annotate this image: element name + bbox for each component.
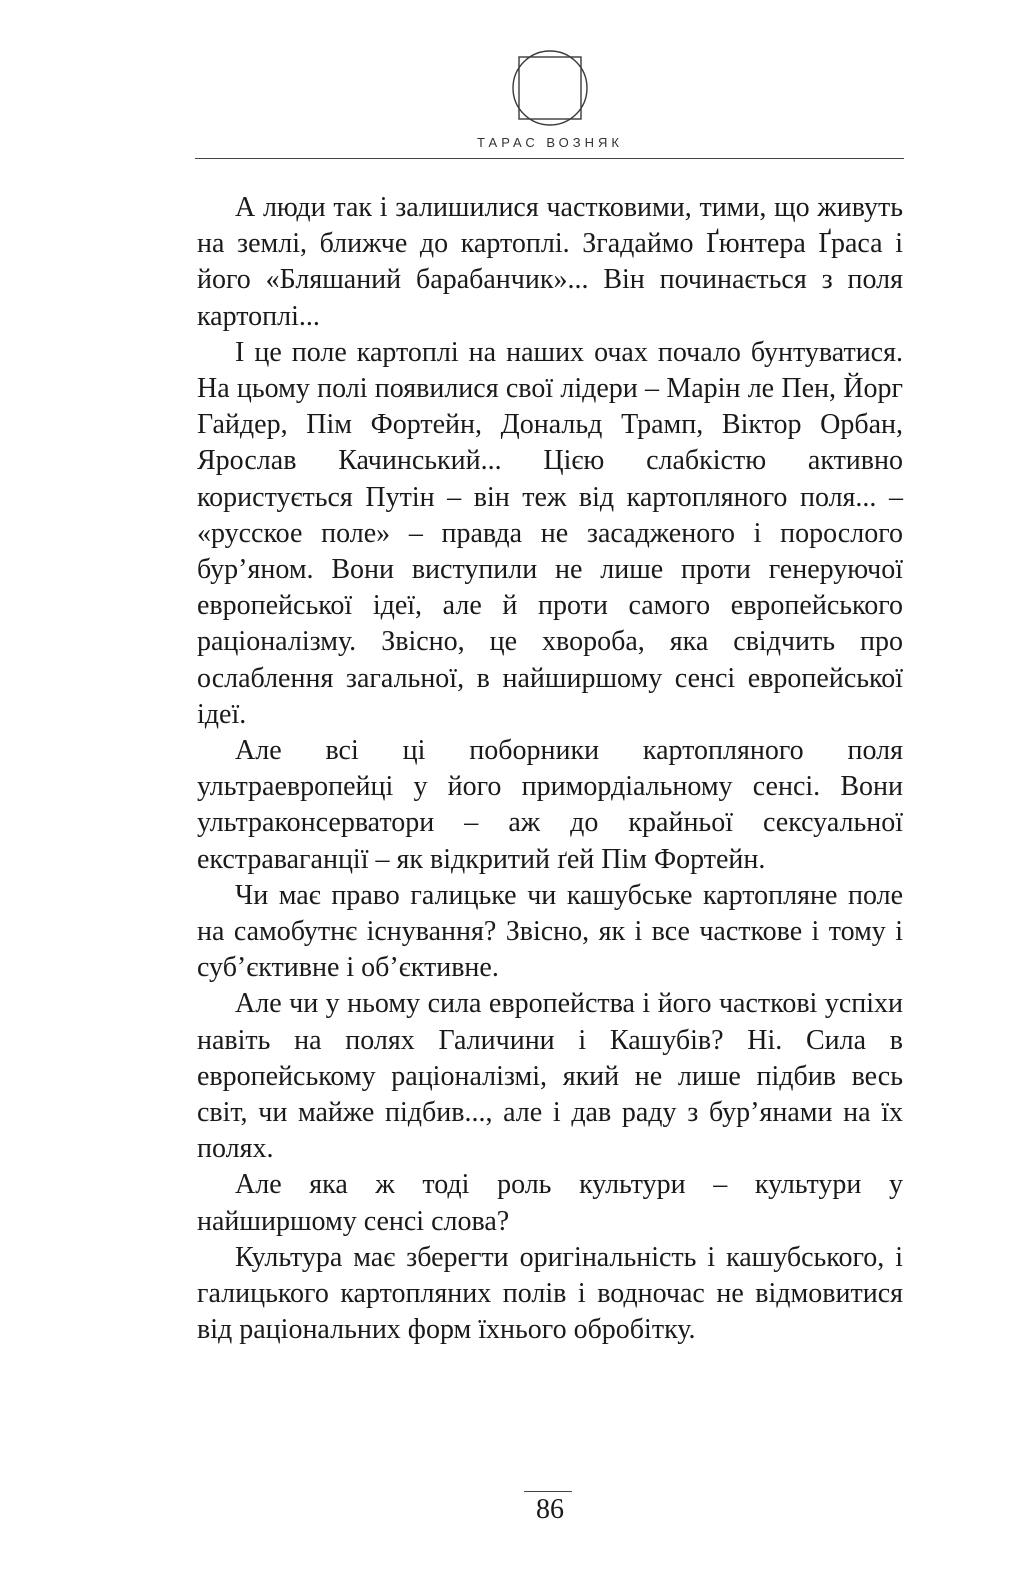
page-number-rule: [524, 1491, 572, 1492]
paragraph-7: Культура має зберегти оригінальність і кашубського, і галицького картопляних полів і водночас не відмовитися від раціональних форм їхнього обробітку.: [197, 1241, 903, 1346]
paragraph-1: А люди так і залишилися частковими, тими, що живуть на землі, ближче до картоплі. Згадаймо Ґюнтера Ґраса і його «Бляшаний барабанчик»... Він починається з поля картоплі...: [197, 192, 903, 332]
paragraph-6: Але яка ж тоді роль культури – культури у найширшому сенсі слова?: [197, 1169, 903, 1237]
paragraph-2: І це поле картоплі на наших очах почало бунтуватися. На цьому полі появилися свої лідери – Марін ле Пен, Йорг Гайдер, Пім Фортейн, Дональд Трамп, Віктор Орбан, Ярослав Качинський... Цією слабкістю активно користується Путін – він теж від картопляного поля... – «русское поле» – правда не засадженого і порослого бур’яном. Вони виступили не лише проти генеруючої европейської ідеї, але й проти самого европейського раціоналізму. Звісно, це хвороба, яка свідчить про ослаблення загальної, в найширшому сенсі европейської ідеї.: [197, 336, 903, 730]
running-head-author: ТАРАС ВОЗНЯК: [477, 135, 623, 150]
paragraph-3: Але всі ці поборники картопляного поля ультраевропейці у його примордіальному сенсі. Вони ультраконсерватори – аж до крайньої сексуальної екстраваганції – як відкритий ґей Пім Фортейн.: [197, 735, 903, 875]
publisher-logo-icon: [510, 48, 590, 128]
header-rule: [195, 158, 904, 159]
page-number: 86: [536, 1494, 564, 1525]
paragraph-4: Чи має право галицьке чи кашубське картопляне поле на самобутнє існування? Звісно, як і все часткове і тому і суб’єктивне і об’єктивне.: [197, 879, 903, 984]
page-body: [197, 190, 903, 1349]
paragraph-5: Але чи у ньому сила европейства і його часткові успіхи навіть на полях Галичини і Кашубів? Ні. Сила в европейському раціоналізмі, який не лише підбив весь світ, чи майже підбив..., але і дав раду з бур’янами на їх полях.: [197, 988, 903, 1165]
